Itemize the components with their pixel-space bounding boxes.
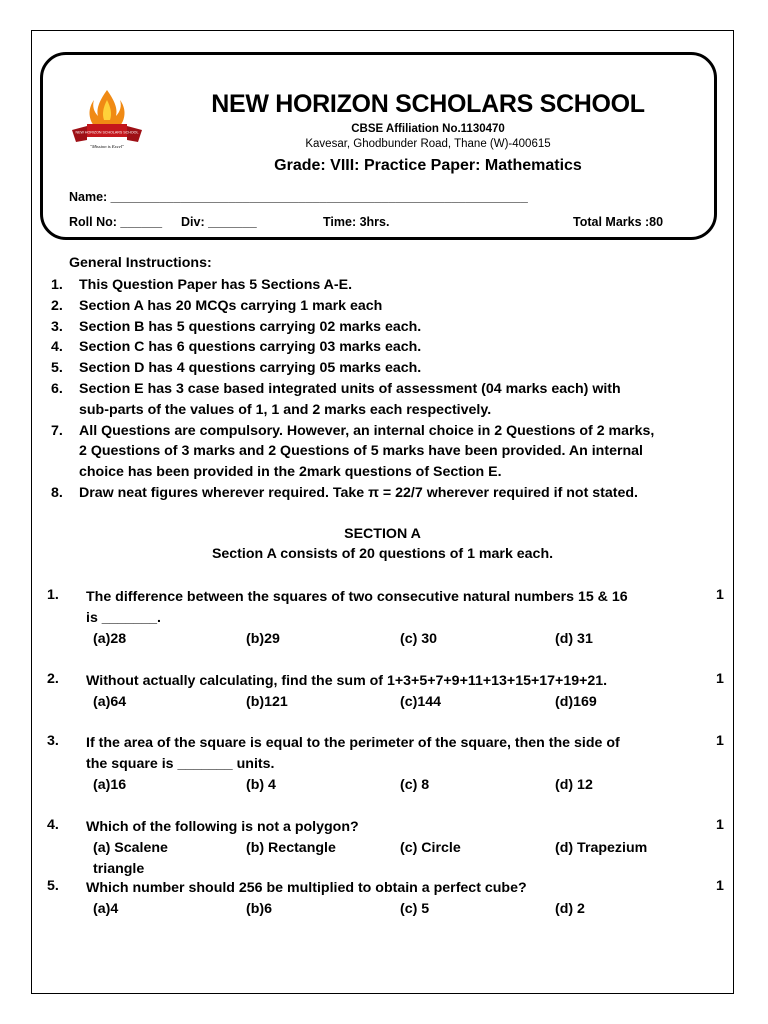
flame-icon bbox=[90, 90, 125, 126]
school-name: NEW HORIZON SCHOLARS SCHOOL bbox=[211, 90, 645, 118]
answer-option: (d) Trapezium bbox=[555, 839, 648, 856]
question-text: is _______. bbox=[86, 609, 161, 626]
question-number: 3. bbox=[47, 733, 59, 749]
question-number: 1. bbox=[47, 587, 59, 603]
instruction-item bbox=[47, 275, 727, 296]
question-text: the square is _______ units. bbox=[86, 755, 275, 772]
instruction-line: 2 Questions of 3 marks and 2 Questions of 5 marks have been provided. An internal bbox=[79, 443, 643, 460]
answer-option: (a) Scalene bbox=[93, 839, 168, 856]
question-marks: 1 bbox=[716, 878, 724, 894]
instruction-number: 2. bbox=[51, 297, 63, 314]
instruction-item bbox=[47, 421, 727, 483]
instruction-number: 6. bbox=[51, 380, 63, 397]
instruction-number: 5. bbox=[51, 360, 63, 377]
answer-option: (d)169 bbox=[555, 693, 597, 710]
answer-option: (b) Rectangle bbox=[246, 839, 336, 856]
answer-option: (d) 31 bbox=[555, 630, 593, 647]
paper-title: Grade: VIII: Practice Paper: Mathematics bbox=[274, 157, 582, 174]
instruction-line: Section D has 4 questions carrying 05 marks each. bbox=[79, 360, 422, 377]
question-number: 5. bbox=[47, 878, 59, 894]
question-number: 4. bbox=[47, 817, 59, 833]
instructions-title: General Instructions: bbox=[69, 255, 212, 271]
instruction-line: Section E has 3 case based integrated units of assessment (04 marks each) with bbox=[79, 380, 621, 397]
answer-option: (b)6 bbox=[246, 900, 273, 917]
question-marks: 1 bbox=[716, 733, 724, 749]
total-marks-label: Total Marks :80 bbox=[573, 215, 664, 229]
answer-option: (a)4 bbox=[93, 900, 119, 917]
instruction-line: Section A has 20 MCQs carrying 1 mark each bbox=[79, 297, 383, 314]
instruction-item bbox=[47, 296, 727, 317]
answer-option: (a)64 bbox=[93, 693, 127, 710]
section-subtitle: Section A consists of 20 questions of 1 mark each. bbox=[211, 546, 554, 562]
svg-text:NEW HORIZON SCHOLARS SCHOOL: NEW HORIZON SCHOLARS SCHOOL bbox=[75, 130, 139, 135]
question-number: 2. bbox=[47, 671, 59, 687]
instruction-line: choice has been provided in the 2mark questions of Section E. bbox=[79, 464, 502, 481]
instruction-line: Section B has 5 questions carrying 02 marks each. bbox=[79, 318, 422, 335]
instruction-number: 3. bbox=[51, 318, 63, 335]
instruction-line: Draw neat figures wherever required. Take π = 22/7 wherever required if not stated. bbox=[79, 484, 638, 501]
instruction-number: 7. bbox=[51, 422, 63, 439]
svg-text:"Mission is Excel": "Mission is Excel" bbox=[90, 144, 124, 149]
answer-option: (b)29 bbox=[246, 630, 280, 647]
instruction-item bbox=[47, 379, 727, 421]
instruction-line: This Question Paper has 5 Sections A-E. bbox=[79, 277, 353, 293]
instruction-item bbox=[47, 483, 727, 504]
instruction-item bbox=[47, 337, 727, 358]
answer-option-continuation: triangle bbox=[93, 860, 145, 877]
answer-option: (c) 5 bbox=[400, 900, 430, 917]
answer-option: (c) 30 bbox=[400, 630, 438, 647]
school-address: Kavesar, Ghodbunder Road, Thane (W)-400615 bbox=[305, 138, 551, 150]
question-text: Which of the following is not a polygon? bbox=[86, 819, 359, 835]
answer-option: (c) 8 bbox=[400, 776, 430, 793]
question-text: Without actually calculating, find the sum of 1+3+5+7+9+11+13+15+17+19+21. bbox=[86, 673, 608, 689]
answer-option: (d) 2 bbox=[555, 900, 585, 917]
question-marks: 1 bbox=[716, 671, 724, 687]
school-logo bbox=[70, 86, 144, 154]
question-text: If the area of the square is equal to the perimeter of the square, then the side of bbox=[86, 735, 620, 751]
instruction-item bbox=[47, 317, 727, 338]
section-title: SECTION A bbox=[344, 526, 421, 542]
roll-no-field: Roll No: ______ bbox=[69, 215, 163, 229]
question-text: The difference between the squares of two consecutive natural numbers 15 & 16 bbox=[86, 589, 628, 605]
answer-option: (b) 4 bbox=[246, 776, 276, 793]
question-marks: 1 bbox=[716, 817, 724, 833]
div-field: Div: _______ bbox=[181, 215, 257, 229]
answer-option: (a)16 bbox=[93, 776, 127, 793]
answer-option: (a)28 bbox=[93, 630, 127, 647]
question-text: Which number should 256 be multiplied to obtain a perfect cube? bbox=[86, 880, 527, 896]
answer-option: (c) Circle bbox=[400, 839, 461, 856]
name-field: Name: ____________________________________________________________ bbox=[69, 190, 528, 204]
affiliation-number: CBSE Affiliation No.1130470 bbox=[351, 123, 505, 135]
answer-option: (c)144 bbox=[400, 693, 442, 710]
answer-option: (d) 12 bbox=[555, 776, 593, 793]
answer-option: (b)121 bbox=[246, 693, 288, 710]
time-label: Time: 3hrs. bbox=[323, 215, 390, 229]
instruction-line: Section C has 6 questions carrying 03 marks each. bbox=[79, 339, 422, 356]
question-marks: 1 bbox=[716, 587, 724, 603]
instruction-number: 1. bbox=[51, 277, 63, 293]
instruction-line: All Questions are compulsory. However, an internal choice in 2 Questions of 2 marks, bbox=[79, 422, 655, 439]
instruction-line: sub-parts of the values of 1, 1 and 2 marks each respectively. bbox=[79, 401, 492, 418]
instruction-number: 8. bbox=[51, 484, 63, 501]
instructions-list bbox=[47, 275, 727, 504]
instruction-item bbox=[47, 358, 727, 379]
instruction-number: 4. bbox=[51, 339, 63, 356]
